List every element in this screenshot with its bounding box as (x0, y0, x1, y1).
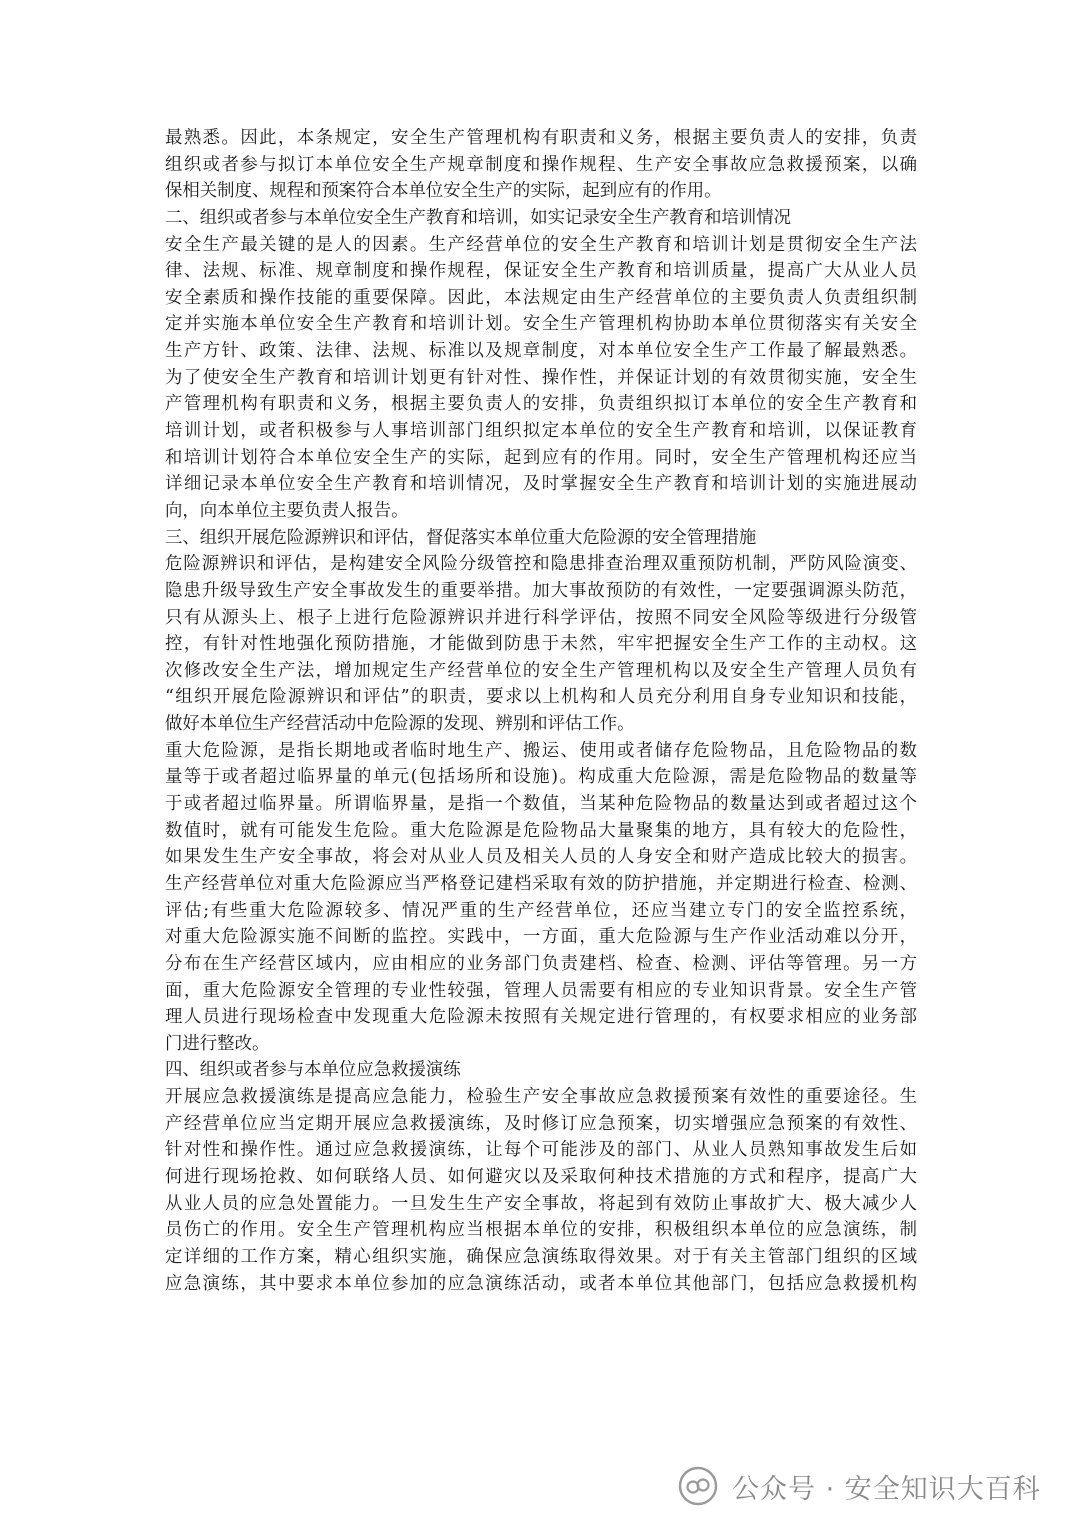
text-line: 为了使安全生产教育和培训计划更有针对性、操作性，并保证计划的有效贯彻实施，安全生 (165, 367, 917, 388)
text-line: 三、组织开展危险源辨识和评估，督促落实本单位重大危险源的安全管理措施 (165, 527, 757, 548)
text-line: 二、组织或者参与本单位安全生产教育和培训，如实记录安全生产教育和培训情况 (165, 207, 792, 228)
text-line: 隐患升级导致生产安全事故发生的重要举措。加大事故预防的有效性，一定要强调源头防范， (165, 580, 917, 601)
document-body (165, 125, 917, 1297)
text-line: 做好本单位生产经营活动中危险源的发现、辨别和评估工作。 (165, 714, 635, 735)
text-line: 何进行现场抢救、如何联络人员、如何避灾以及采取何种技术措施的方式和程序，提高广大 (165, 1166, 917, 1187)
text-line: 最熟悉。因此，本条规定，安全生产管理机构有职责和义务，根据主要负责人的安排，负责 (165, 128, 917, 148)
text-line: 组织或者参与拟订本单位安全生产规章制度和操作规程、生产安全事故应急救援预案，以确 (165, 154, 917, 175)
text-line: 重大危险源，是指长期地或者临时地生产、搬运、使用或者储存危险物品，且危险物品的数 (165, 740, 917, 761)
text-line: 从业人员的应急处置能力。一旦发生生产安全事故，将起到有效防止事故扩大、极大减少人 (165, 1193, 917, 1214)
text-line: 于或者超过临界量。所谓临界量，是指一个数值，当某种危险物品的数量达到或者超过这个 (165, 794, 917, 815)
text-line: 量等于或者超过临界量的单元(包括场所和设施)。构成重大危险源，需是危险物品的数量等 (165, 767, 917, 788)
text-line: 控，有针对性地强化预防措施，才能做到防患于未然，牢牢把握安全生产工作的主动权。这 (165, 634, 917, 655)
text-line: “组织开展危险源辨识和评估”的职责，要求以上机构和人员充分利用自身专业知识和技能， (165, 687, 917, 708)
text-line: 生产方针、政策、法律、法规、标准以及规章制度，对本单位安全生产工作最了解最熟悉。 (165, 341, 917, 362)
text-line: 针对性和操作性。通过应急救援演练，让每个可能涉及的部门、从业人员熟知事故发生后如 (165, 1140, 917, 1161)
text-line: 员伤亡的作用。安全生产管理机构应当根据本单位的安排，积极组织本单位的应急演练，制 (165, 1220, 917, 1241)
text-line: 详细记录本单位安全生产教育和培训情况，及时掌握安全生产教育和培训计划的实施进展动 (165, 474, 917, 495)
text-line: 门进行整改。 (165, 1033, 270, 1054)
text-line: 四、组织或者参与本单位应急救援演练 (165, 1060, 461, 1081)
text-line: 律、法规、标准、规章制度和操作规程，保证安全生产教育和培训质量，提高广大从业人员 (165, 261, 917, 282)
text-line: 评估;有些重大危险源较多、情况严重的生产经营单位，还应当建立专门的安全监控系统， (165, 900, 917, 921)
text-line: 数值时，就有可能发生危险。重大危险源是危险物品大量聚集的地方，具有较大的危险性， (165, 820, 917, 841)
text-line: 次修改安全生产法，增加规定生产经营单位的安全生产管理机构以及安全生产管理人员负有 (165, 660, 917, 681)
text-line: 保相关制度、规程和预案符合本单位安全生产的实际，起到应有的作用。 (165, 181, 722, 202)
text-line: 分布在生产经营区域内，应由相应的业务部门负责建档、检查、检测、评估等管理。另一方 (165, 953, 917, 974)
text-line: 安全生产最关键的是人的因素。生产经营单位的安全生产教育和培训计划是贯彻安全生产法 (165, 234, 917, 255)
text-line: 产经营单位应当定期开展应急救援演练，及时修订应急预案，切实增强应急预案的有效性、 (165, 1113, 917, 1134)
text-line: 应急演练，其中要求本单位参加的应急演练活动，或者本单位其他部门，包括应急救援机构 (165, 1273, 917, 1294)
wechat-official-account-icon (678, 1466, 718, 1506)
text-line: 生产经营单位对重大危险源应当严格登记建档采取有效的防护措施，并定期进行检查、检测、 (165, 873, 917, 894)
watermark-text: 公众号 · 安全知识大百科 (732, 1473, 1041, 1505)
text-line: 向，向本单位主要负责人报告。 (165, 500, 409, 521)
text-line: 如果发生生产安全事故，将会对从业人员及相关人员的人身安全和财产造成比较大的损害。 (165, 847, 917, 868)
text-line: 理人员进行现场检查中发现重大危险源未按照有关规定进行管理的，有权要求相应的业务部 (165, 1007, 917, 1028)
text-line: 产管理机构有职责和义务，根据主要负责人的安排，负责组织拟订本单位的安全生产教育和 (165, 394, 917, 415)
text-line: 只有从源头上、根子上进行危险源辨识并进行科学评估，按照不同安全风险等级进行分级管 (165, 607, 917, 628)
text-line: 面，重大危险源安全管理的专业性较强，管理人员需要有相应的专业知识背景。安全生产管 (165, 980, 917, 1001)
text-line: 危险源辨识和评估，是构建安全风险分级管控和隐患排查治理双重预防机制，严防风险演变、 (165, 554, 917, 575)
text-line: 和培训计划符合本单位安全生产的实际，起到应有的作用。同时，安全生产管理机构还应当 (165, 447, 917, 468)
text-line: 开展应急救援演练是提高应急能力，检验生产安全事故应急救援预案有效性的重要途径。生 (165, 1087, 917, 1108)
text-line: 安全素质和操作技能的重要保障。因此，本法规定由生产经营单位的主要负责人负责组织制 (165, 287, 917, 308)
text-line: 定详细的工作方案，精心组织实施，确保应急演练取得效果。对于有关主管部门组织的区域 (165, 1246, 917, 1267)
text-line: 对重大危险源实施不间断的监控。实践中，一方面，重大危险源与生产作业活动难以分开， (165, 927, 917, 948)
text-line: 定并实施本单位安全生产教育和培训计划。安全生产管理机构协助本单位贯彻落实有关安全 (165, 314, 917, 335)
text-line: 培训计划，或者积极参与人事培训部门组织拟定本单位的安全生产教育和培训，以保证教育 (165, 421, 917, 442)
watermark (678, 1458, 1041, 1514)
